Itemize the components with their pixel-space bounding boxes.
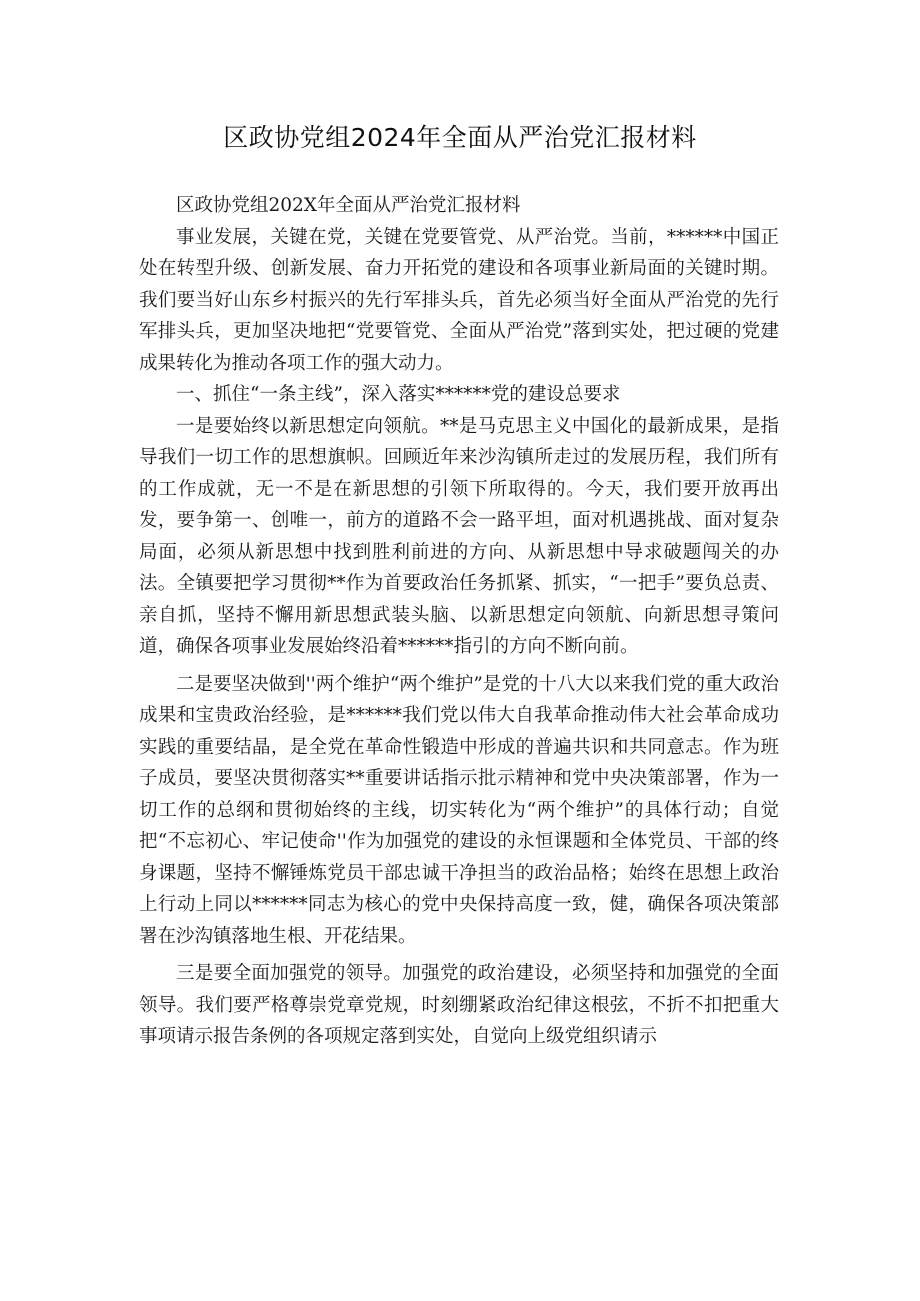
section-heading-1: 一、抓住“一条主线”，深入落实******党的建设总要求 (176, 384, 621, 405)
paragraph-point-3: 三是要全面加强党的领导。加强党的政治建设，必须坚持和加强党的全面领导。我们要严格尊崇党章党规，时刻绷紧政治纪律这根弦，不折不扣把重大事项请示报告条例的各项规定落到实处，自觉向上级党组织请示 (139, 963, 779, 1047)
intro-paragraph: 事业发展，关键在党，关键在党要管党、从严治党。当前，******中国正处在转型升级、创新发展、奋力开拓党的建设和各项事业新局面的关键时期。我们要当好山东乡村振兴的先行军排头兵，首先必须当好全面从严治党的先行军排头兵，更加坚决地把“党要管党、全面从严治党”落到实处，把过硬的党建成果转化为推动各项工作的强大动力。 (139, 226, 779, 374)
subtitle-paragraph: 区政协党组202X年全面从严治党汇报材料 (176, 195, 521, 216)
paragraph-point-2: 二是要坚决做到''两个维护“两个维护”是党的十八大以来我们党的重大政治成果和宝贵政治经验，是******我们党以伟大自我革命推动伟大社会革命成功实践的重要结晶，是全党在革命性锻造中形成的普遍共识和共同意志。作为班子成员，要坚决贯彻落实**重要讲话指示批示精神和党中央决策部署，作为一切工作的总纲和贯彻始终的主线，切实转化为“两个维护”的具体行动；自觉把“不忘初心、牢记使命''作为加强党的建设的永恒课题和全体党员、干部的终身课题，坚持不懈锤炼党员干部忠诚干净担当的政治品格；始终在思想上政治上行动上同以******同志为核心的党中央保持高度一致，健，确保各项决策部署在沙沟镇落地生根、开花结果。 (139, 673, 779, 947)
document-title: 区政协党组2024年全面从严治党汇报材料 (223, 123, 697, 152)
document-body (139, 190, 779, 1053)
paragraph-point-1: 一是要始终以新思想定向领航。**是马克思主义中国化的最新成果，是指导我们一切工作的思想旗帜。回顾近年来沙沟镇所走过的发展历程，我们所有的工作成就，无一不是在新思想的引领下所取得的。今天，我们要开放再出发，要争第一、创唯一，前方的道路不会一路平坦，面对机遇挑战、面对复杂局面，必须从新思想中找到胜利前进的方向、从新思想中导求破题闯关的办法。全镇要把学习贯彻**作为首要政治任务抓紧、抓实，“一把手”要负总责、亲自抓，坚持不懈用新思想武装头脑、以新思想定向领航、向新思想寻策问道，确保各项事业发展始终沿着******指引的方向不断向前。 (139, 415, 779, 657)
